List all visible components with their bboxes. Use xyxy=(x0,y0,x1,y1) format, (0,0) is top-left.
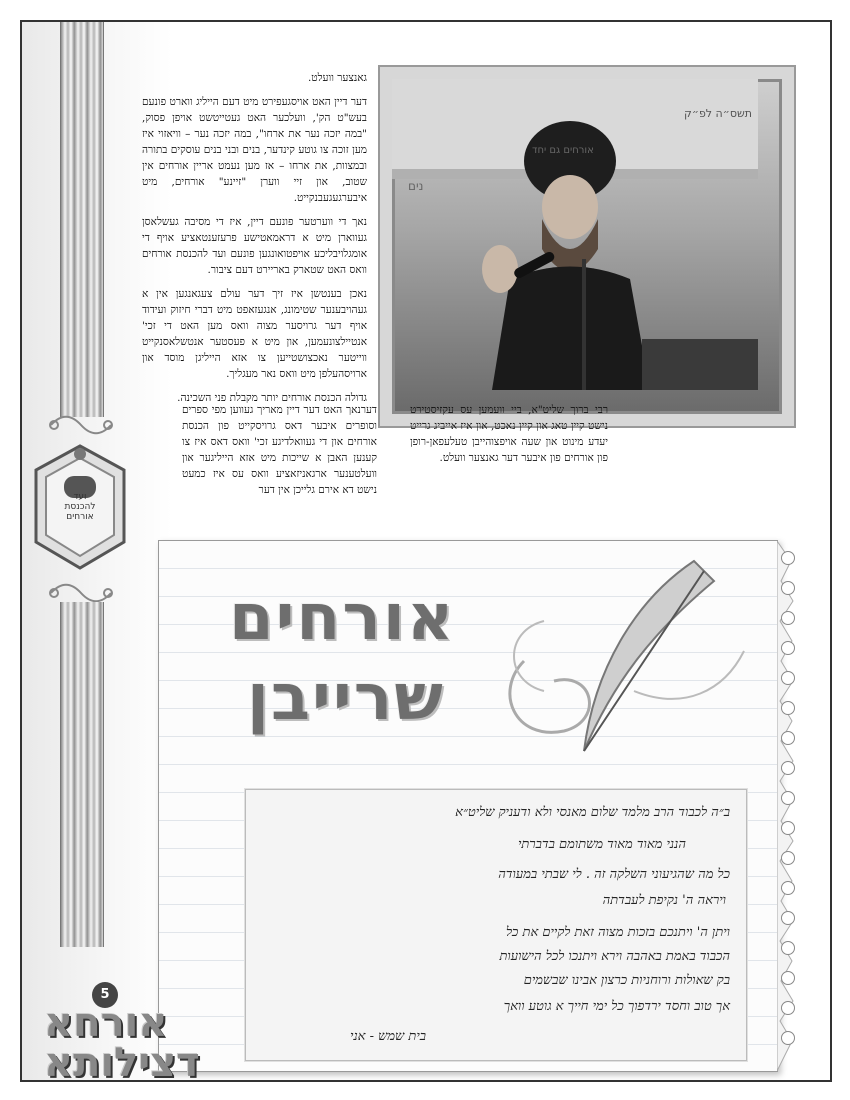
spiral-hole xyxy=(781,821,795,835)
speaker-photo xyxy=(380,67,794,426)
spiral-hole xyxy=(781,1031,795,1045)
spiral-hole xyxy=(781,941,795,955)
spiral-hole xyxy=(781,1001,795,1015)
letter-line: ויראה ה' נקיפת לעבדתה xyxy=(602,893,726,908)
paragraph: נאך די ווערטער פונעם דיין, איז די מסיבה געשלאסן געווארן מיט א דראמאטישע פרעזענטאציע אויף די אומגלויבליכע אויפטואונגען פונעם ועד להכנסת אורחים וואס האט שטארק באריירט דעם ציבור. xyxy=(142,216,367,276)
spiral-hole xyxy=(781,701,795,715)
feather-quill-icon xyxy=(484,541,774,781)
photo-banner-text: תשס״ה לפ״ק xyxy=(684,107,752,120)
letter-line: הנני מאוד מאוד משתומם בדברתי xyxy=(517,837,686,852)
paragraph: רבי ברוך שליט"א, ביי וועמען עס עקזיסטירט נישט קיין טאג און קיין נאכט, און איז אייביג גרייט יעדע מינוט און שעה אויפצוהייבן טעלעפאן-רופן פון אורחים פון איבער דער גאנצער וועלט. xyxy=(410,404,608,464)
letter-signature: בית שמש - אני xyxy=(350,1029,426,1044)
speaker-illustration xyxy=(392,79,758,390)
article-column-right xyxy=(410,402,608,474)
spiral-hole xyxy=(781,731,795,745)
spiral-hole xyxy=(781,851,795,865)
paragraph: דערנאך האט דער דיין מאריך געווען מפי ספרים וסופרים איבער דאס גרויסקייט פון הכנסת אורחים און די געוואלדיגע זכי' וואס דאס איז צו קענען האבן א שייכות מיט אזא הייליגער און וועלטענער ארגאניזאציע וואס עס איז כמעט נישט דא אירם גלייכן אין דער xyxy=(182,404,377,496)
letter-line: ויתן ה' ויתנכם בזכות מצוה זאת לקיים את כל xyxy=(505,925,730,940)
spiral-hole xyxy=(781,881,795,895)
section-title-line-1: אורחים xyxy=(229,581,456,655)
page-number: 5 xyxy=(92,982,118,1008)
spiral-hole xyxy=(781,551,795,565)
magazine-logo-line-1: אורחא xyxy=(44,1000,168,1046)
paragraph: נאכן בענטשן איז זיך דער עולם צעגאנגען אין א געהויבענער שטימונג, אנגעזאפט מיט דברי חיזוק ועידוד אויף דער גרויסער מצוה וואס מען האט די זכי' אנטיילצונעמען, און מיט א פעסטער אנטשלאסנקייט ווייטער נאכצושטייען צו אזא הייליגן מוסד און ארויסהעלפן מיט וואס נאר מעגליך. xyxy=(142,288,367,380)
page-frame xyxy=(20,20,832,1082)
paragraph: דער דיין האט אויסגעפירט מיט דעם הייליג ווארט פונעם בעש"ט הק', וועלכער האט געטייטשט אויפן פסוק, "במה יזכה נער את ארחו", במה יזכה נער – וויאזוי איז מען זוכה צו גוטע קינדער, בנים ובני בנים עוסקים בתורה ובמצוות, את ארחו – אז מען נעמט אריין אורחים אין שטוב, און זיי ווערן "זיינע" אורחים, מיט איבערגעגעבנקייט. xyxy=(142,96,367,204)
spiral-hole xyxy=(781,971,795,985)
scroll-ornament-icon xyxy=(46,582,116,604)
magazine-logo-line-2: דצילותא xyxy=(44,1040,200,1082)
paragraph: גאנצער וועלט. xyxy=(307,72,367,84)
spiral-hole xyxy=(781,581,795,595)
photo-banner-text: אורחים גם יחד xyxy=(532,145,594,156)
spiral-hole xyxy=(781,671,795,685)
photo-banner-text: נים xyxy=(408,179,424,193)
spiral-hole xyxy=(781,791,795,805)
spiral-hole xyxy=(781,641,795,655)
spiral-hole xyxy=(781,911,795,925)
article-column-left xyxy=(142,70,367,414)
letter-line: אך טוב וחסד ירדפוך כל ימי חייך א גוטע וואך xyxy=(503,999,730,1014)
section-title-line-2: שרייבן xyxy=(247,661,445,735)
letter-line: ב״ה לכבוד הרב מלמד שלום מאנסי ולא ודעניק שליט״א xyxy=(455,805,730,820)
spiral-hole xyxy=(781,761,795,775)
decorative-pillar-bottom xyxy=(60,602,104,947)
letter-line: הכבוד באמת באהבה וירא ויתנכו לכל הישועות xyxy=(499,949,730,964)
handwritten-letter xyxy=(245,789,747,1061)
emblem-text: ועד להכנסת אורחים xyxy=(64,492,96,522)
letter-line: בק שאולות ורוחניות כרצון אבינו שבשמים xyxy=(523,973,730,988)
letter-line: כל מה שהגיעוני השלקה זה . לי שבתי במעודה xyxy=(498,867,730,882)
article-column-middle xyxy=(182,402,377,506)
scroll-ornament-icon xyxy=(46,414,116,436)
guest-letter-notebook xyxy=(158,540,778,1072)
decorative-pillar-top xyxy=(60,22,104,417)
paragraph: גדולה הכנסת אורחים יותר מקבלת פני השכינה. xyxy=(177,392,367,404)
spiral-hole xyxy=(781,611,795,625)
